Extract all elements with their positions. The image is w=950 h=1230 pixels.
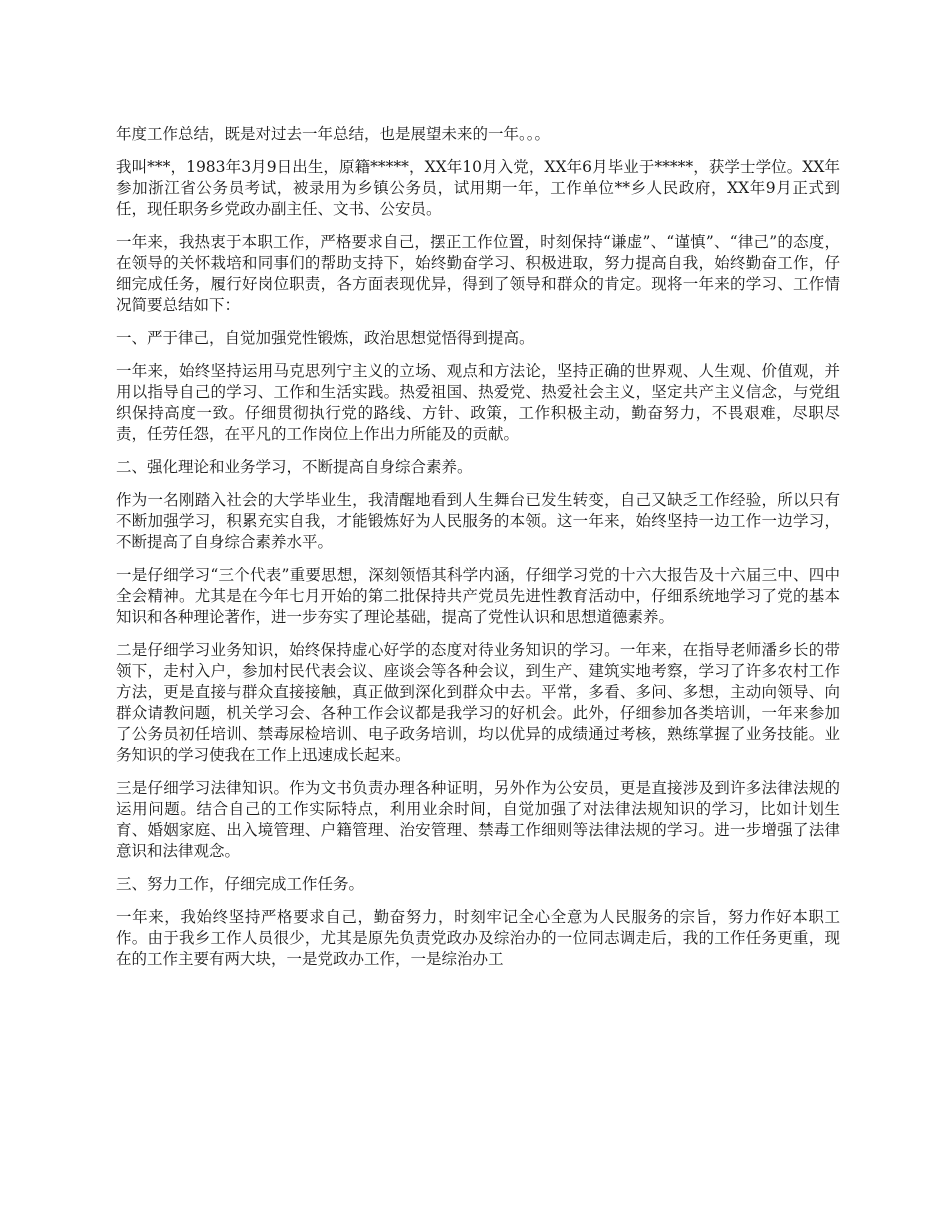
section-2-intro: 作为一名刚踏入社会的大学毕业生，我清醒地看到人生舞台已发生转变，自己又缺乏工作经验，所以只有不断加强学习，积累充实自我，才能锻炼好为人民服务的本领。这一年来，始终坚持一边工作一边学习，不断提高了自身综合素养水平。 bbox=[116, 491, 840, 551]
section-1-body: 一年来，始终坚持运用马克思列宁主义的立场、观点和方法论，坚持正确的世界观、人生观、价值观，并用以指导自己的学习、工作和生活实践。热爱祖国、热爱党、热爱社会主义，坚定共产主义信念，与党组织保持高度一致。仔细贯彻执行党的路线、方针、政策，工作积极主动，勤奋努力，不畏艰难，尽职尽责，任劳任怨，在平凡的工作岗位上作出力所能及的贡献。 bbox=[116, 362, 840, 443]
document-body bbox=[116, 124, 840, 982]
section-heading-1: 一、严于律己，自觉加强党性锻炼，政治思想觉悟得到提高。 bbox=[116, 329, 535, 347]
overview-paragraph: 一年来，我热衷于本职工作，严格要求自己，摆正工作位置，时刻保持“谦虚”、“谨慎”、“律己”的态度，在领导的关怀栽培和同事们的帮助支持下，始终勤奋学习、积极进取，努力提高自我，始终勤奋工作，仔细完成任务，履行好岗位职责，各方面表现优异，得到了领导和群众的肯定。现将一年来的学习、工作情况简要总结如下： bbox=[116, 233, 840, 314]
personal-info-paragraph: 我叫***，1983年3月9日出生，原籍*****，XX年10月入党，XX年6月毕业于*****，获学士学位。XX年参加浙江省公务员考试，被录用为乡镇公务员，试用期一年，工作单位**乡人民政府，XX年9月正式到任，现任职务乡党政办副主任、文书、公安员。 bbox=[116, 158, 840, 218]
section-2-item-2: 二是仔细学习业务知识，始终保持虚心好学的态度对待业务知识的学习。一年来，在指导老师潘乡长的带领下，走村入户，参加村民代表会议、座谈会等各种会议，到生产、建筑实地考察，学习了许多农村工作方法，更是直接与群众直接接触，真正做到深化到群众中去。平常，多看、多问、多想，主动向领导、向群众请教问题，机关学习会、各种工作会议都是我学习的好机会。此外，仔细参加各类培训，一年来参加了公务员初任培训、禁毒尿检培训、电子政务培训，均以优异的成绩通过考核，熟练掌握了业务技能。业务知识的学习使我在工作上迅速成长起来。 bbox=[116, 641, 840, 764]
intro-paragraph: 年度工作总结，既是对过去一年总结，也是展望未来的一年。。。 bbox=[116, 125, 551, 143]
section-2-item-1: 一是仔细学习“三个代表”重要思想，深刻领悟其科学内涵，仔细学习党的十六大报告及十六届三中、四中全会精神。尤其是在今年七月开始的第二批保持共产党员先进性教育活动中，仔细系统地学习了党的基本知识和各种理论著作，进一步夯实了理论基础，提高了党性认识和思想道德素养。 bbox=[116, 566, 840, 626]
section-heading-3: 三、努力工作，仔细完成工作任务。 bbox=[116, 875, 365, 893]
section-2-item-3: 三是仔细学习法律知识。作为文书负责办理各种证明，另外作为公安员，更是直接涉及到许多法律法规的运用问题。结合自己的工作实际特点，利用业余时间，自觉加强了对法律法规知识的学习，比如计划生育、婚姻家庭、出入境管理、户籍管理、治安管理、禁毒工作细则等法律法规的学习。进一步增强了法律意识和法律观念。 bbox=[116, 779, 840, 860]
section-3-body: 一年来，我始终坚持严格要求自己，勤奋努力，时刻牢记全心全意为人民服务的宗旨，努力作好本职工作。由于我乡工作人员很少，尤其是原先负责党政办及综治办的一位同志调走后，我的工作任务更重，现在的工作主要有两大块，一是党政办工作，一是综治办工 bbox=[116, 908, 840, 968]
section-heading-2: 二、强化理论和业务学习，不断提高自身综合素养。 bbox=[116, 458, 473, 476]
